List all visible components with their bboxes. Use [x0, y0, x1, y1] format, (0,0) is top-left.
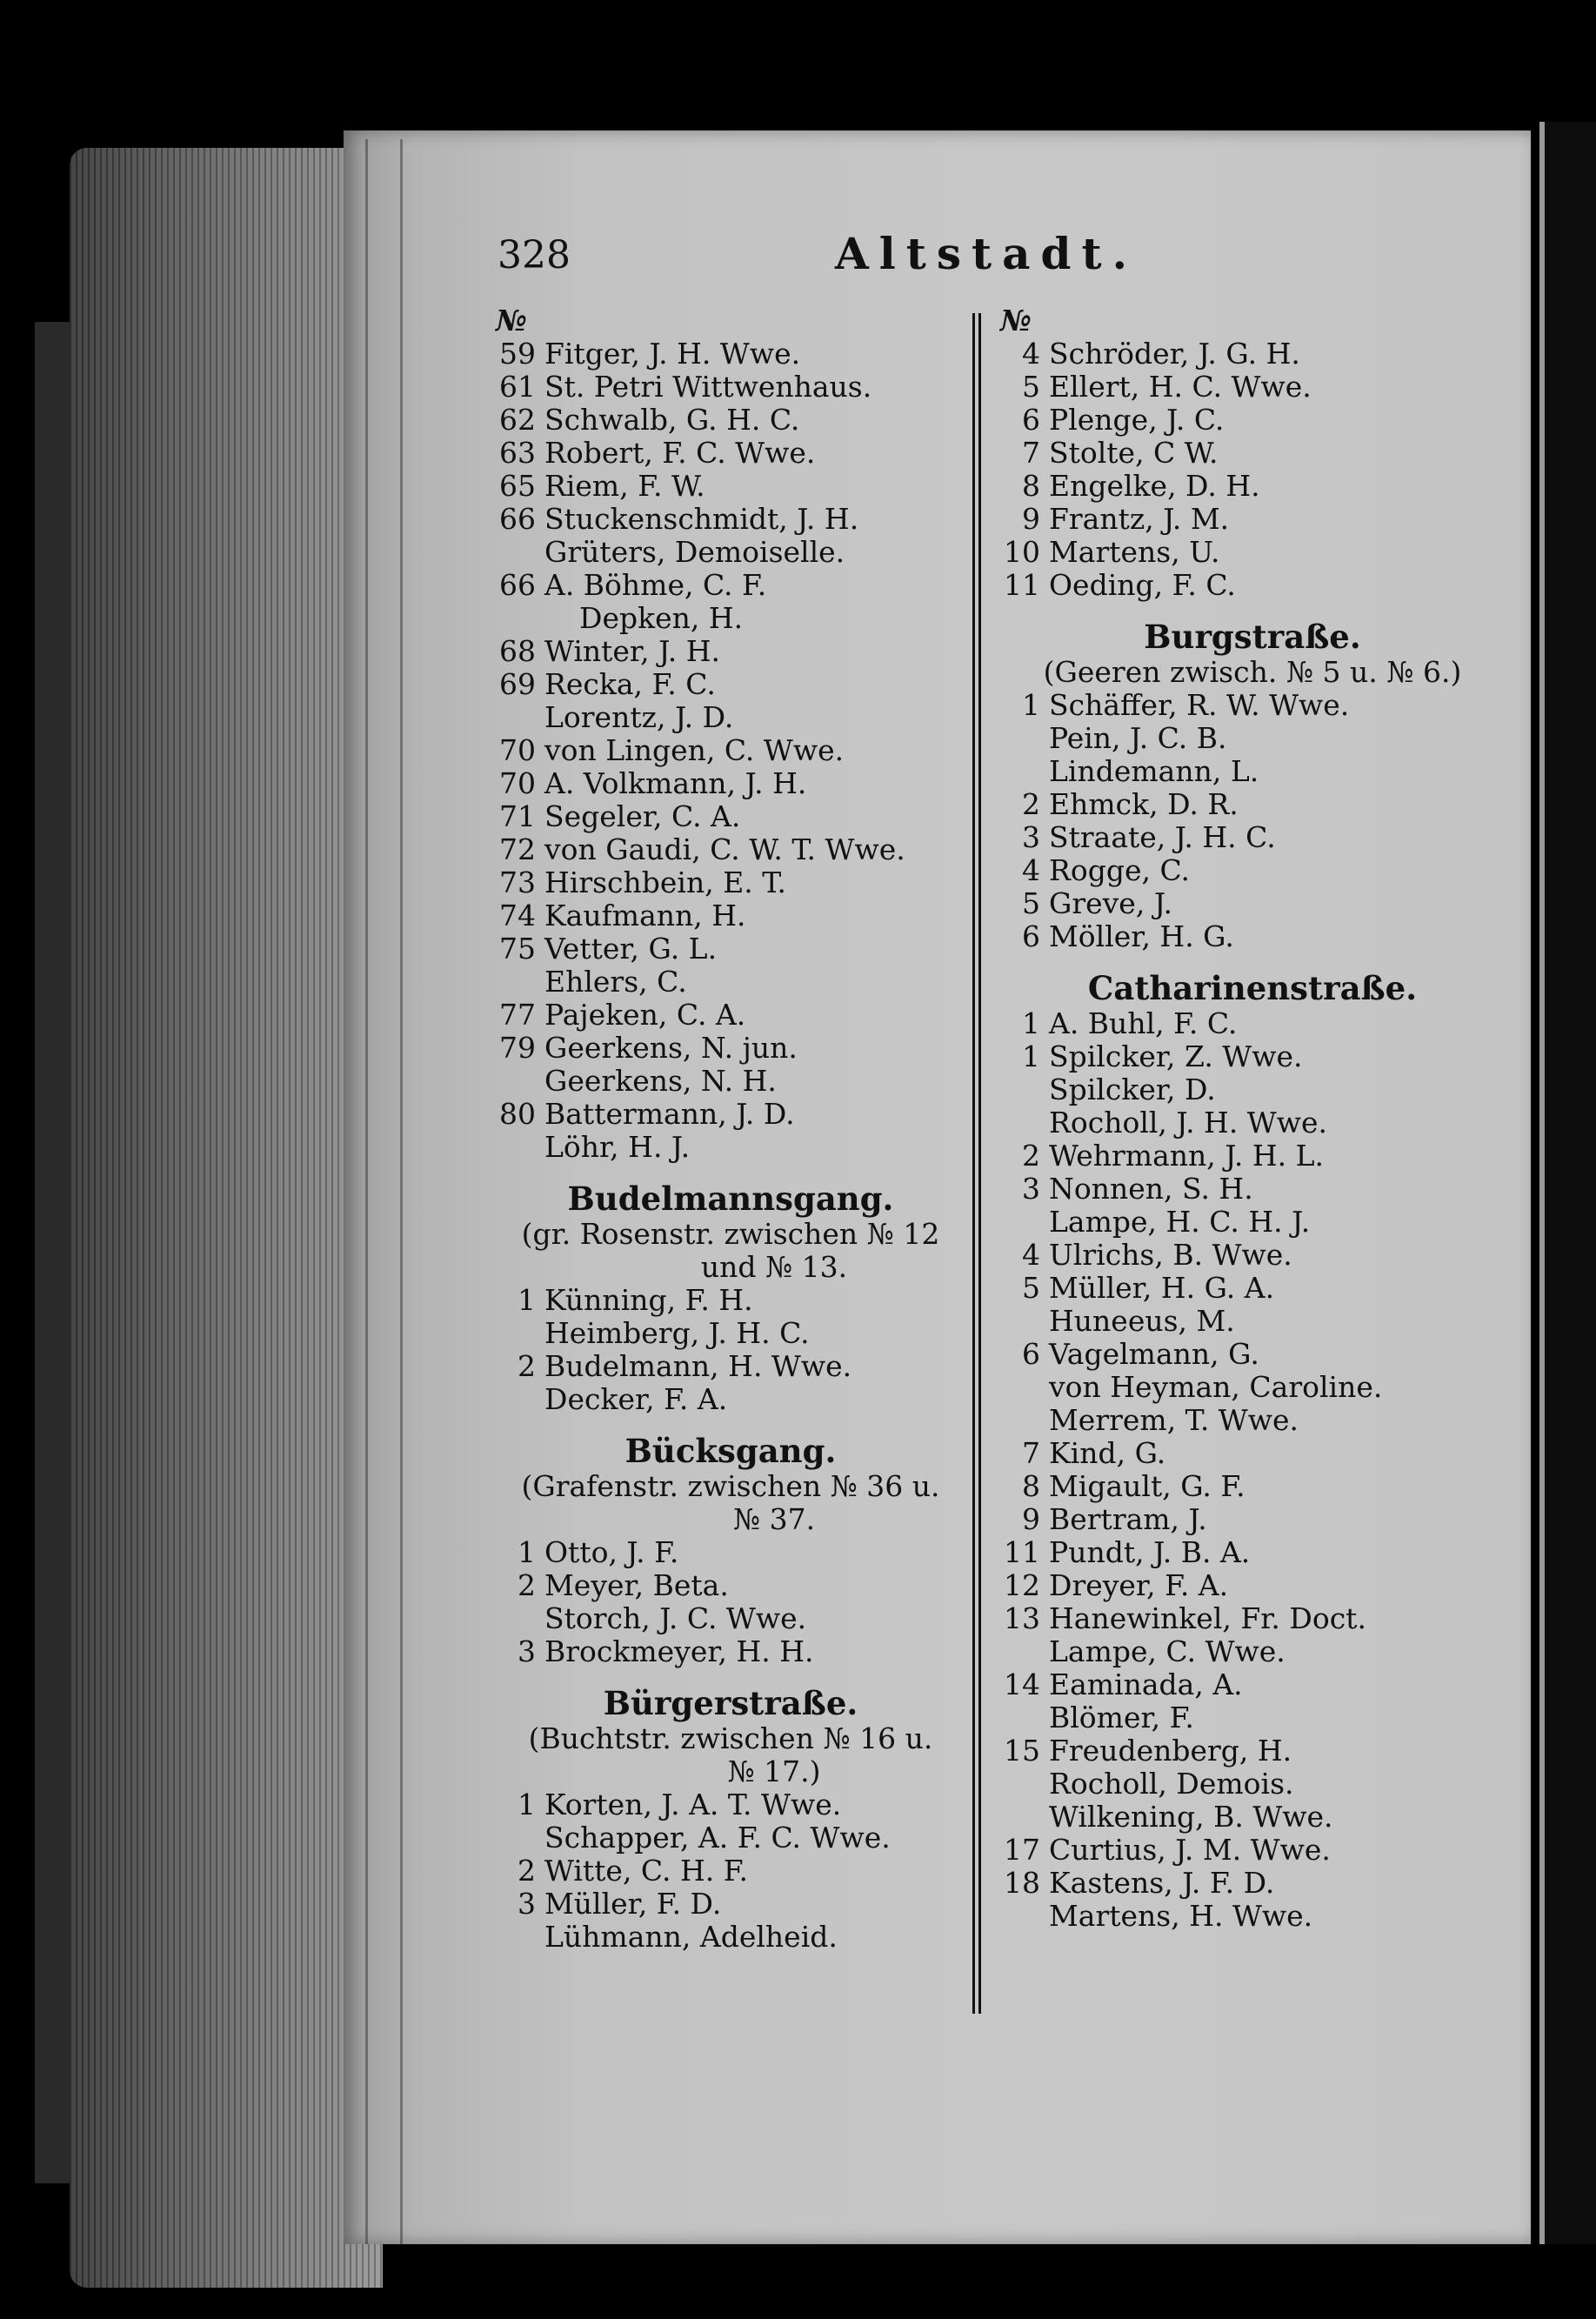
- entry-row: [1000, 1734, 1505, 1768]
- entry-row: [1000, 1007, 1505, 1040]
- resident-name: Pajeken, C. A.: [544, 998, 746, 1032]
- running-title: Altstadt.: [835, 228, 1138, 279]
- entry-row: [496, 635, 965, 668]
- resident-name: Geerkens, N. jun.: [544, 1031, 798, 1065]
- entry-row: [496, 1284, 965, 1317]
- street-heading: Bücksgang.: [624, 1432, 837, 1470]
- entry-row: [1000, 371, 1505, 404]
- resident-name: A. Volkmann, J. H.: [544, 766, 807, 800]
- house-number: 6: [1022, 1337, 1040, 1371]
- resident-name: Ehmck, D. R.: [1049, 787, 1239, 821]
- house-number: 80: [499, 1097, 536, 1131]
- entry-row: [496, 602, 965, 635]
- entry-row: [1000, 536, 1505, 569]
- resident-name: Brockmeyer, H. H.: [544, 1634, 814, 1668]
- entry-row: [1000, 470, 1505, 503]
- entry-row: [496, 337, 965, 371]
- resident-name: Engelke, D. H.: [1049, 469, 1260, 503]
- entry-row: [496, 1065, 965, 1098]
- entry-row: [1000, 503, 1505, 536]
- house-number: 75: [499, 932, 536, 966]
- house-number: 3: [518, 1887, 536, 1921]
- resident-name: Dreyer, F. A.: [1049, 1568, 1229, 1602]
- resident-name: Frantz, J. M.: [1049, 502, 1230, 536]
- house-number: 13: [1004, 1601, 1040, 1635]
- resident-name: Ulrichs, B. Wwe.: [1049, 1238, 1292, 1272]
- house-number: 3: [1022, 820, 1040, 854]
- resident-name: Oeding, F. C.: [1049, 568, 1236, 602]
- resident-name: Freudenberg, H.: [1049, 1734, 1292, 1768]
- entry-row: [496, 1032, 965, 1065]
- entry-row: [496, 470, 965, 503]
- entry-row: [496, 800, 965, 833]
- entry-row: [496, 668, 965, 701]
- resident-name: Witte, C. H. F.: [544, 1854, 748, 1888]
- resident-name: Depken, H.: [579, 601, 744, 635]
- resident-name: Kind, G.: [1049, 1436, 1166, 1470]
- entry-row: [1000, 1470, 1505, 1503]
- entry-row: [1000, 1503, 1505, 1536]
- street-location-note: (Geeren zwisch. № 5 u. № 6.): [1043, 655, 1462, 689]
- entry-row: [496, 1098, 965, 1131]
- resident-name: von Gaudi, C. W. T. Wwe.: [544, 832, 905, 866]
- house-number: 6: [1022, 403, 1040, 437]
- entry-row: [1000, 1173, 1505, 1206]
- house-number: 65: [499, 469, 536, 503]
- house-number: 74: [499, 899, 536, 932]
- entry-row: [1000, 1768, 1505, 1801]
- resident-name: Schwalb, G. H. C.: [544, 403, 800, 437]
- entry-row: [496, 404, 965, 437]
- number-heading: №: [1000, 304, 1032, 337]
- house-number: 18: [1004, 1866, 1040, 1900]
- resident-name: Müller, H. G. A.: [1049, 1271, 1275, 1305]
- resident-name: Decker, F. A.: [544, 1382, 728, 1416]
- number-heading: №: [496, 304, 527, 337]
- entry-row: [1000, 788, 1505, 821]
- entry-row: [1000, 1371, 1505, 1404]
- resident-name: von Heyman, Caroline.: [1049, 1370, 1383, 1404]
- house-number: 77: [499, 998, 536, 1032]
- entry-row: [496, 1855, 965, 1888]
- left-column: [496, 304, 965, 1954]
- entry-row: [496, 1788, 965, 1821]
- street-location-note: № 37.: [732, 1502, 816, 1536]
- entry-row: [496, 1821, 965, 1855]
- house-number: 1: [1022, 688, 1040, 722]
- house-number: 12: [1004, 1568, 1040, 1602]
- entry-row: [496, 833, 965, 866]
- resident-name: Schapper, A. F. C. Wwe.: [544, 1821, 891, 1855]
- entry-row: [1000, 1536, 1505, 1569]
- entry-row: [1000, 1239, 1505, 1272]
- resident-name: Straate, J. H. C.: [1049, 820, 1276, 854]
- street-location-note: und № 13.: [700, 1250, 848, 1284]
- entry-row: [1000, 1801, 1505, 1834]
- entry-row: [1000, 1305, 1505, 1338]
- resident-name: Curtius, J. M. Wwe.: [1049, 1833, 1331, 1867]
- page-block-edges: [70, 148, 383, 2288]
- street-heading: Catharinenstraße.: [1087, 969, 1418, 1007]
- entry-row: [1000, 1139, 1505, 1173]
- house-number: 2: [518, 1568, 536, 1602]
- resident-name: A. Böhme, C. F.: [544, 568, 767, 602]
- house-number: 79: [499, 1031, 536, 1065]
- resident-name: Wehrmann, J. H. L.: [1049, 1139, 1325, 1173]
- house-number: 2: [518, 1854, 536, 1888]
- resident-name: Lorentz, J. D.: [544, 700, 734, 734]
- resident-name: Spilcker, D.: [1049, 1073, 1216, 1106]
- house-number: 8: [1022, 469, 1040, 503]
- entry-row: [1000, 1106, 1505, 1139]
- resident-name: Lampe, C. Wwe.: [1049, 1634, 1285, 1668]
- entry-row: [496, 437, 965, 470]
- resident-name: Schröder, J. G. H.: [1049, 337, 1300, 371]
- entry-row: [1000, 821, 1505, 854]
- resident-name: Storch, J. C. Wwe.: [544, 1601, 807, 1635]
- resident-name: A. Buhl, F. C.: [1049, 1006, 1238, 1040]
- house-number: 1: [518, 1283, 536, 1317]
- entry-row: [1000, 1602, 1505, 1635]
- resident-name: Recka, F. C.: [544, 667, 716, 701]
- house-number: 3: [518, 1634, 536, 1668]
- entry-row: [1000, 404, 1505, 437]
- house-number: 63: [499, 436, 536, 470]
- entry-row: [1000, 887, 1505, 920]
- house-number: 1: [1022, 1039, 1040, 1073]
- street-location-note: (Buchtstr. zwischen № 16 u.: [528, 1721, 933, 1755]
- entry-row: [496, 932, 965, 966]
- page-number: 328: [497, 233, 571, 277]
- resident-name: Migault, G. F.: [1049, 1469, 1245, 1503]
- resident-name: Fitger, J. H. Wwe.: [544, 337, 801, 371]
- entry-row: [1000, 1701, 1505, 1734]
- resident-name: Martens, H. Wwe.: [1049, 1899, 1313, 1933]
- house-number: 9: [1022, 502, 1040, 536]
- resident-name: Budelmann, H. Wwe.: [544, 1349, 852, 1383]
- house-number: 8: [1022, 1469, 1040, 1503]
- house-number: 1: [1022, 1006, 1040, 1040]
- house-number: 5: [1022, 1271, 1040, 1305]
- entry-row: [496, 1383, 965, 1416]
- entry-row: [496, 1921, 965, 1954]
- entry-row: [1000, 1437, 1505, 1470]
- house-number: 70: [499, 733, 536, 767]
- resident-name: Bertram, J.: [1049, 1502, 1207, 1536]
- page-edge-line: [400, 139, 403, 2244]
- house-number: 71: [499, 799, 536, 833]
- entry-row: [496, 734, 965, 767]
- resident-name: Nonnen, S. H.: [1049, 1172, 1253, 1206]
- resident-name: Pundt, J. B. A.: [1049, 1535, 1251, 1569]
- resident-name: Merrem, T. Wwe.: [1049, 1403, 1299, 1437]
- street-heading: Bürgerstraße.: [603, 1684, 858, 1722]
- entry-row: [496, 1888, 965, 1921]
- entry-row: [496, 899, 965, 932]
- entry-row: [496, 767, 965, 800]
- house-number: 66: [499, 502, 536, 536]
- resident-name: Otto, J. F.: [544, 1535, 679, 1569]
- street-location-note: (Grafenstr. zwischen № 36 u.: [521, 1469, 940, 1503]
- resident-name: Rocholl, Demois.: [1049, 1767, 1294, 1801]
- entry-row: [1000, 755, 1505, 788]
- house-number: 72: [499, 832, 536, 866]
- house-number: 4: [1022, 337, 1040, 371]
- house-number: 11: [1004, 1535, 1040, 1569]
- entry-row: [1000, 569, 1505, 602]
- facing-page-edge: [1539, 122, 1596, 2244]
- resident-name: Lindemann, L.: [1049, 754, 1259, 788]
- house-number: 61: [499, 370, 536, 404]
- street-heading: Burgstraße.: [1144, 618, 1361, 656]
- resident-name: Stolte, C W.: [1049, 436, 1219, 470]
- resident-name: Geerkens, N. H.: [544, 1064, 777, 1098]
- entry-row: [1000, 1900, 1505, 1933]
- resident-name: Spilcker, Z. Wwe.: [1049, 1039, 1303, 1073]
- house-number: 68: [499, 634, 536, 668]
- street-location-note: (gr. Rosenstr. zwischen № 12: [521, 1217, 940, 1251]
- resident-name: Hanewinkel, Fr. Doct.: [1049, 1601, 1366, 1635]
- resident-name: Rogge, C.: [1049, 853, 1191, 887]
- resident-name: Robert, F. C. Wwe.: [544, 436, 816, 470]
- entry-row: [1000, 1569, 1505, 1602]
- entry-row: [1000, 920, 1505, 953]
- resident-name: Rocholl, J. H. Wwe.: [1049, 1106, 1327, 1139]
- resident-name: Huneeus, M.: [1049, 1304, 1235, 1338]
- resident-name: Ellert, H. C. Wwe.: [1049, 370, 1312, 404]
- resident-name: Kastens, J. F. D.: [1049, 1866, 1275, 1900]
- resident-name: Korten, J. A. T. Wwe.: [544, 1788, 842, 1821]
- resident-name: Möller, H. G.: [1049, 919, 1234, 953]
- house-number: 17: [1004, 1833, 1040, 1867]
- house-number: 73: [499, 865, 536, 899]
- resident-name: Blömer, F.: [1049, 1701, 1194, 1734]
- resident-name: Vetter, G. L.: [544, 932, 718, 966]
- house-number: 2: [1022, 787, 1040, 821]
- entry-row: [496, 1317, 965, 1350]
- entry-row: [496, 866, 965, 899]
- entry-row: [1000, 1867, 1505, 1900]
- entry-row: [1000, 722, 1505, 755]
- house-number: 1: [518, 1535, 536, 1569]
- house-number: 69: [499, 667, 536, 701]
- resident-name: Greve, J.: [1049, 886, 1172, 920]
- house-number: 2: [518, 1349, 536, 1383]
- entry-row: [496, 503, 965, 536]
- page-edge-line: [365, 139, 368, 2244]
- resident-name: Ehlers, C.: [544, 965, 687, 999]
- resident-name: Kaufmann, H.: [544, 899, 746, 932]
- house-number: 62: [499, 403, 536, 437]
- resident-name: Battermann, J. D.: [544, 1097, 795, 1131]
- column-divider: [972, 313, 981, 2014]
- entry-row: [496, 966, 965, 999]
- house-number: 1: [518, 1788, 536, 1821]
- house-number: 4: [1022, 1238, 1040, 1272]
- entry-row: [496, 1536, 965, 1569]
- entry-row: [496, 1569, 965, 1602]
- entry-row: [1000, 1668, 1505, 1701]
- house-number: 3: [1022, 1172, 1040, 1206]
- street-heading: Budelmannsgang.: [567, 1180, 894, 1218]
- entry-row: [496, 536, 965, 569]
- entry-row: [1000, 1338, 1505, 1371]
- entry-row: [1000, 1073, 1505, 1106]
- resident-name: Plenge, J. C.: [1049, 403, 1225, 437]
- resident-name: Lühmann, Adelheid.: [544, 1920, 838, 1954]
- entry-row: [1000, 1834, 1505, 1867]
- house-number: 11: [1004, 568, 1040, 602]
- entry-row: [1000, 1272, 1505, 1305]
- resident-name: Heimberg, J. H. C.: [544, 1316, 810, 1350]
- entry-row: [496, 701, 965, 734]
- entry-row: [1000, 689, 1505, 722]
- resident-name: Stuckenschmidt, J. H.: [544, 502, 859, 536]
- entry-row: [1000, 1635, 1505, 1668]
- entry-row: [1000, 1206, 1505, 1239]
- resident-name: Grüters, Demoiselle.: [544, 535, 845, 569]
- entry-row: [496, 1131, 965, 1164]
- resident-name: Meyer, Beta.: [544, 1568, 729, 1602]
- entry-row: [1000, 854, 1505, 887]
- resident-name: Müller, F. D.: [544, 1887, 722, 1921]
- resident-name: Riem, F. W.: [544, 469, 705, 503]
- entry-row: [496, 1350, 965, 1383]
- house-number: 4: [1022, 853, 1040, 887]
- house-number: 7: [1022, 1436, 1040, 1470]
- house-number: 5: [1022, 370, 1040, 404]
- resident-name: Martens, U.: [1049, 535, 1220, 569]
- entry-row: [496, 1635, 965, 1668]
- resident-name: Eaminada, A.: [1049, 1667, 1243, 1701]
- house-number: 66: [499, 568, 536, 602]
- house-number: 15: [1004, 1734, 1040, 1768]
- entry-row: [496, 569, 965, 602]
- house-number: 9: [1022, 1502, 1040, 1536]
- resident-name: Vagelmann, G.: [1049, 1337, 1259, 1371]
- resident-name: Schäffer, R. W. Wwe.: [1049, 688, 1350, 722]
- entry-row: [1000, 337, 1505, 371]
- house-number: 10: [1004, 535, 1040, 569]
- resident-name: St. Petri Wittwenhaus.: [544, 370, 872, 404]
- house-number: 7: [1022, 436, 1040, 470]
- house-number: 6: [1022, 919, 1040, 953]
- resident-name: von Lingen, C. Wwe.: [544, 733, 845, 767]
- resident-name: Pein, J. C. B.: [1049, 721, 1227, 755]
- house-number: 5: [1022, 886, 1040, 920]
- resident-name: Wilkening, B. Wwe.: [1049, 1800, 1333, 1834]
- entry-row: [496, 999, 965, 1032]
- house-number: 14: [1004, 1667, 1040, 1701]
- resident-name: Segeler, C. A.: [544, 799, 741, 833]
- entry-row: [1000, 1404, 1505, 1437]
- resident-name: Künning, F. H.: [544, 1283, 753, 1317]
- entry-row: [496, 371, 965, 404]
- entry-row: [1000, 437, 1505, 470]
- house-number: 70: [499, 766, 536, 800]
- house-number: 2: [1022, 1139, 1040, 1173]
- resident-name: Löhr, H. J.: [544, 1130, 691, 1164]
- resident-name: Lampe, H. C. H. J.: [1049, 1205, 1311, 1239]
- entry-row: [1000, 1040, 1505, 1073]
- house-number: 59: [499, 337, 536, 371]
- resident-name: Winter, J. H.: [544, 634, 720, 668]
- resident-name: Hirschbein, E. T.: [544, 865, 786, 899]
- street-location-note: № 17.): [727, 1754, 821, 1788]
- right-column: [1000, 304, 1505, 1933]
- entry-row: [496, 1602, 965, 1635]
